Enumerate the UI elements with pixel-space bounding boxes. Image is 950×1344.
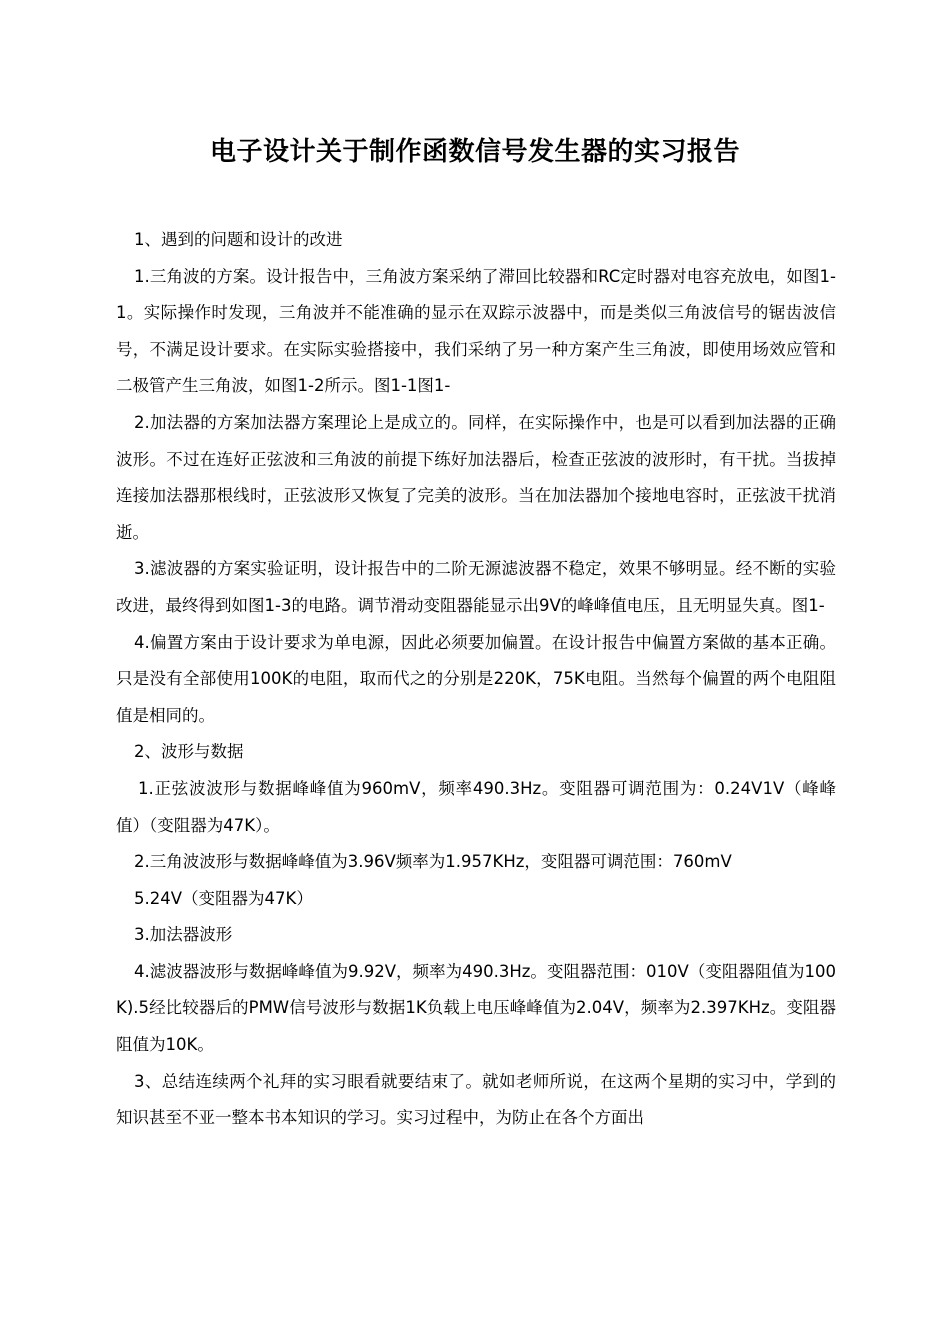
paragraph-triangle-data: 2.三角波波形与数据峰峰值为3.96V频率为1.957KHz，变阻器可调范围：760mV <box>134 852 732 872</box>
paragraph-adder-waveform: 3.加法器波形 <box>134 925 233 945</box>
paragraph-bias: 4.偏置方案由于设计要求为单电源，因此必须要加偏置。在设计报告中偏置方案做的基本正确。只是没有全部使用100K的电阻，取而代之的分别是220K，75K电阻。当然每个偏置的两个电阻阻值是相同的。 <box>116 632 836 725</box>
section-heading-problems: 1、遇到的问题和设计的改进 <box>134 230 343 249</box>
paragraph-filter-data: 4.滤波器波形与数据峰峰值为9.92V，频率为490.3Hz。变阻器范围：010V（变阻器阻值为100K).5经比较器后的PMW信号波形与数据1K负载上电压峰峰值为2.04V，频率为2.397KHz。变阻器阻值为10K。 <box>116 961 836 1055</box>
section-heading-waveforms: 2、波形与数据 <box>134 742 244 762</box>
paragraph-sine-data: 1.正弦波波形与数据峰峰值为960mV，频率490.3Hz。变阻器可调范围为：0.24V1V（峰峰值）（变阻器为47K）。 <box>116 778 836 835</box>
paragraph-triangle-wave: 1.三角波的方案。设计报告中，三角波方案采纳了滞回比较器和RC定时器对电容充放电，如图1-1。实际操作时发现，三角波并不能准确的显示在双踪示波器中，而是类似三角波信号的锯齿波信号，不满足设计要求。在实际实验搭接中，我们采纳了另一种方案产生三角波，即使用场效应管和二极管产生三角波，如图1-2所示。图1-1图1- <box>116 266 836 396</box>
paragraph-filter: 3.滤波器的方案实验证明，设计报告中的二阶无源滤波器不稳定，效果不够明显。经不断的实验改进，最终得到如图1-3的电路。调节滑动变阻器能显示出9V的峰峰值电压，且无明显失真。图1- <box>116 559 836 615</box>
paragraph-triangle-data-cont: 5.24V（变阻器为47K） <box>134 888 313 908</box>
document-body <box>116 222 836 1137</box>
document-title: 电子设计关于制作函数信号发生器的实习报告 <box>209 137 740 167</box>
paragraph-summary: 3、总结连续两个礼拜的实习眼看就要结束了。就如老师所说，在这两个星期的实习中，学到的知识甚至不亚一整本书本知识的学习。实习过程中，为防止在各个方面出 <box>116 1071 836 1128</box>
paragraph-adder: 2.加法器的方案加法器方案理论上是成立的。同样，在实际操作中，也是可以看到加法器的正确波形。不过在连好正弦波和三角波的前提下练好加法器后，检查正弦波的波形时，有干扰。当拔掉连接加法器那根线时，正弦波形又恢复了完美的波形。当在加法器加个接地电容时，正弦波干扰消逝。 <box>116 412 836 542</box>
